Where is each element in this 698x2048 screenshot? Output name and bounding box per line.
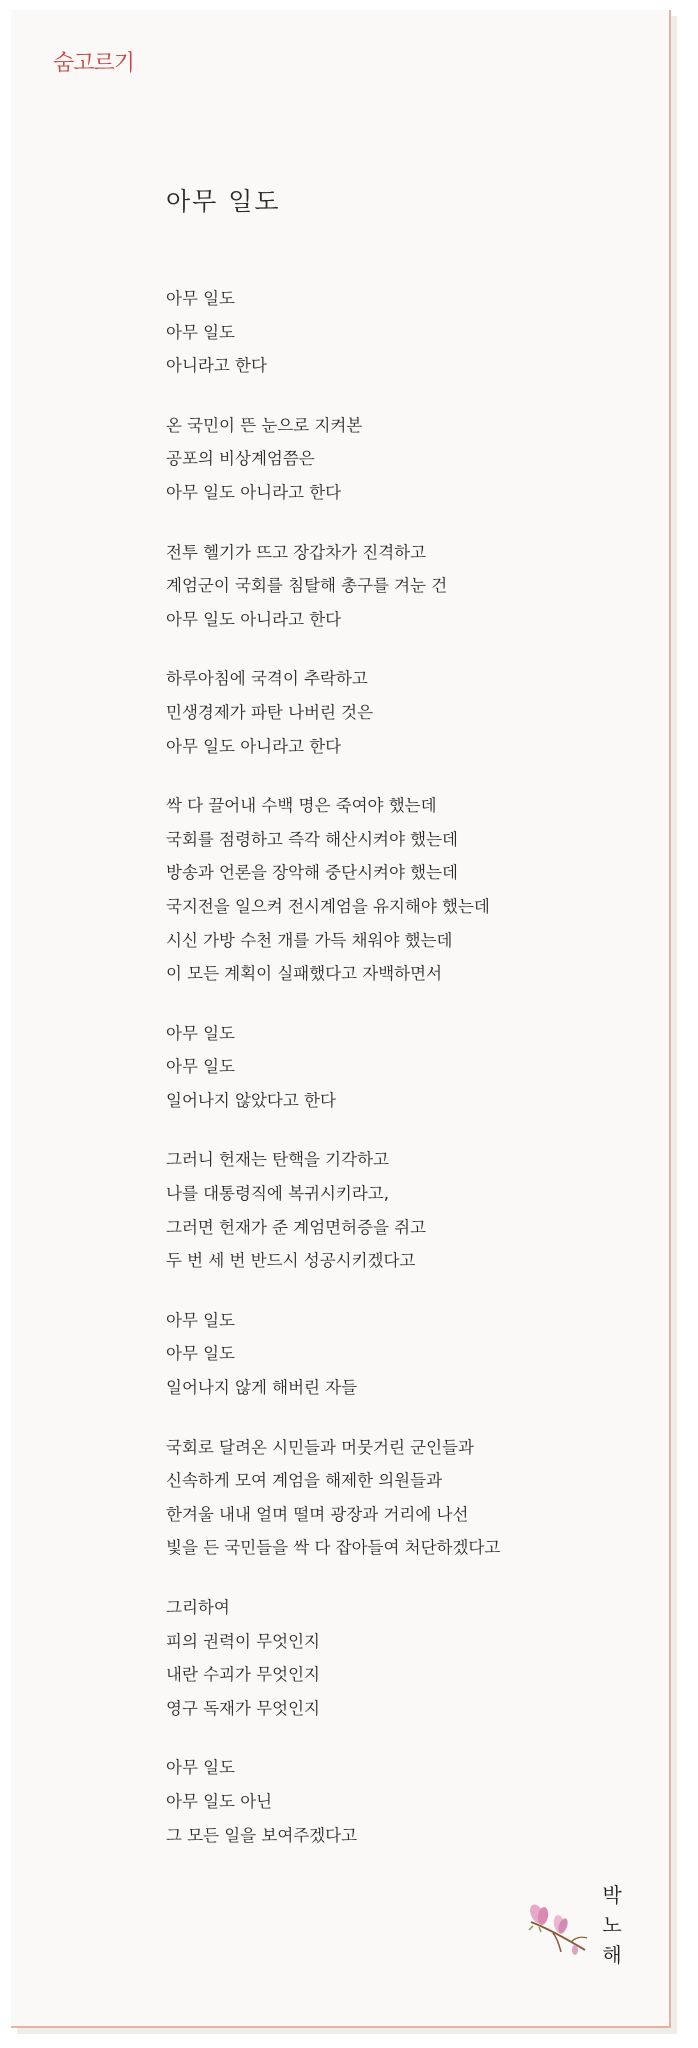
stanza: [166, 1143, 636, 1277]
poem-line: 방송과 언론을 장악해 중단시켜야 했는데: [166, 863, 458, 883]
poem-line: 그러니 헌재는 탄핵을 기각하고: [166, 1150, 389, 1170]
stanza: [166, 789, 636, 991]
poem-title: 아무 일도: [166, 187, 281, 216]
poem-line: 빛을 든 국민들을 싹 다 잡아들여 처단하겠다고: [166, 1538, 501, 1558]
stanza: [166, 1431, 636, 1565]
poem-line: 한겨울 내내 얼며 떨며 광장과 거리에 나선: [166, 1504, 469, 1524]
author-signature: [600, 1880, 624, 1970]
poem-line: 일어나지 않게 해버린 자들: [166, 1378, 358, 1398]
poem-line: 아무 일도: [166, 1057, 236, 1077]
signature-char: 해: [602, 1943, 622, 1967]
poem-line: 국지전을 일으켜 전시계엄을 유지해야 했는데: [166, 896, 490, 916]
poem-line: 아무 일도 아니라고 한다: [166, 609, 342, 629]
signature-char: 박: [602, 1883, 622, 1907]
stanza: [166, 1304, 636, 1405]
poem-line: 국회로 달려온 시민들과 머뭇거린 군인들과: [166, 1437, 474, 1457]
stanza: [166, 536, 636, 637]
poem-line: 민생경제가 파탄 나버린 것은: [166, 702, 374, 722]
poem-line: 두 번 세 번 반드시 성공시키겠다고: [166, 1251, 416, 1271]
signature-char: 노: [602, 1913, 622, 1937]
poem-body: [166, 282, 636, 1878]
poem-line: 아무 일도 아닌: [166, 1791, 273, 1811]
poem-line: 국회를 점령하고 즉각 해산시켜야 했는데: [166, 829, 458, 849]
poem-line: 아무 일도: [166, 1344, 236, 1364]
stanza: [166, 1751, 636, 1852]
poem-line: 아무 일도 아니라고 한다: [166, 482, 342, 502]
poem-line: 신속하게 모여 계엄을 해제한 의원들과: [166, 1471, 443, 1491]
poem-line: 온 국민이 뜬 눈으로 지켜본: [166, 415, 363, 435]
poem-line: 계엄군이 국회를 침탈해 총구를 겨눈 건: [166, 576, 448, 596]
poem-line: 아무 일도: [166, 1310, 236, 1330]
poem-line: 그 모든 일을 보여주겠다고: [166, 1825, 358, 1845]
poem-line: 싹 다 끌어내 수백 명은 죽여야 했는데: [166, 796, 437, 816]
stanza: [166, 1017, 636, 1118]
poem-line: 아무 일도: [166, 1758, 236, 1778]
stanza: [166, 662, 636, 763]
poem-line: 하루아침에 국격이 추락하고: [166, 669, 368, 689]
poem-line: 아무 일도 아니라고 한다: [166, 736, 342, 756]
magnolia-flower-icon: [525, 1880, 605, 1970]
poem-line: 그러면 헌재가 준 계엄면허증을 쥐고: [166, 1217, 427, 1237]
poem-line: 아무 일도: [166, 322, 236, 342]
poem-line: 아무 일도: [166, 1023, 236, 1043]
signature-area: [525, 1880, 635, 1990]
poem-line: 피의 권력이 무엇인지: [166, 1631, 320, 1651]
poem-line: 이 모든 계획이 실패했다고 자백하면서: [166, 964, 443, 984]
stanza: [166, 1591, 636, 1725]
brand-logo: 숨고르기: [53, 51, 135, 76]
poem-line: 공포의 비상계엄쯤은: [166, 449, 315, 469]
stanza: [166, 282, 636, 383]
poem-line: 그리하여: [166, 1598, 230, 1617]
poem-line: 아무 일도: [166, 289, 236, 308]
poem-line: 전투 헬기가 뜨고 장갑차가 진격하고: [166, 542, 427, 562]
poem-line: 시신 가방 수천 개를 가득 채워야 했는데: [166, 930, 453, 950]
poem-line: 영구 독재가 무엇인지: [166, 1698, 320, 1718]
stanza: [166, 409, 636, 510]
poem-line: 일어나지 않았다고 한다: [166, 1090, 336, 1110]
poem-line: 아니라고 한다: [166, 356, 267, 376]
poem-line: 내란 수괴가 무엇인지: [166, 1665, 320, 1685]
poem-line: 나를 대통령직에 복귀시키라고,: [166, 1184, 389, 1204]
